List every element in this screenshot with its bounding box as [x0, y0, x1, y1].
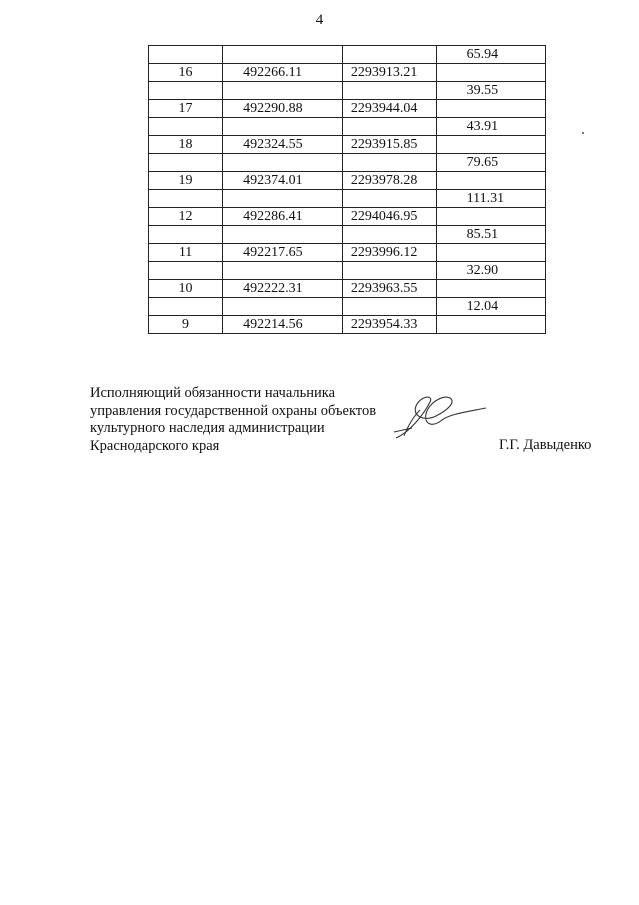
x-coordinate-cell: [223, 298, 343, 316]
y-coordinate-cell: 2293915.85: [342, 136, 436, 154]
distance-cell: 65.94: [436, 46, 545, 64]
handwritten-signature: [390, 392, 490, 442]
table-row: [149, 64, 546, 82]
point-number-cell: 17: [149, 100, 223, 118]
distance-cell: 43.91: [436, 118, 545, 136]
distance-cell: [436, 64, 545, 82]
x-coordinate-cell: 492214.56: [223, 316, 343, 334]
point-number-cell: 16: [149, 64, 223, 82]
distance-cell: 39.55: [436, 82, 545, 100]
x-coordinate-cell: 492266.11: [223, 64, 343, 82]
table-row: [149, 46, 546, 64]
distance-cell: 32.90: [436, 262, 545, 280]
signature-title-block: [90, 385, 376, 455]
title-line-4: Краснодарского края: [90, 437, 220, 454]
table-row: [149, 190, 546, 208]
distance-cell: [436, 244, 545, 262]
point-number-cell: [149, 226, 223, 244]
point-number-cell: 10: [149, 280, 223, 298]
coordinates-table: [148, 45, 546, 334]
point-number-cell: 19: [149, 172, 223, 190]
y-coordinate-cell: [342, 154, 436, 172]
table-row: [149, 172, 546, 190]
table-row: [149, 154, 546, 172]
x-coordinate-cell: [223, 262, 343, 280]
table-row: [149, 262, 546, 280]
table-row: [149, 118, 546, 136]
scan-speck: [582, 132, 584, 134]
x-coordinate-cell: 492374.01: [223, 172, 343, 190]
y-coordinate-cell: [342, 298, 436, 316]
distance-cell: 85.51: [436, 226, 545, 244]
point-number-cell: [149, 82, 223, 100]
table-row: [149, 100, 546, 118]
title-line-1: Исполняющий обязанности начальника: [90, 385, 336, 401]
x-coordinate-cell: [223, 226, 343, 244]
point-number-cell: 9: [149, 316, 223, 334]
y-coordinate-cell: [342, 226, 436, 244]
y-coordinate-cell: 2293978.28: [342, 172, 436, 190]
x-coordinate-cell: 492286.41: [223, 208, 343, 226]
distance-cell: 12.04: [436, 298, 545, 316]
y-coordinate-cell: 2294046.95: [342, 208, 436, 226]
table-row: [149, 280, 546, 298]
x-coordinate-cell: 492222.31: [223, 280, 343, 298]
x-coordinate-cell: 492217.65: [223, 244, 343, 262]
point-number-cell: [149, 262, 223, 280]
x-coordinate-cell: [223, 190, 343, 208]
distance-cell: 111.31: [436, 190, 545, 208]
x-coordinate-cell: [223, 46, 343, 64]
table-row: [149, 226, 546, 244]
y-coordinate-cell: [342, 262, 436, 280]
page-number: 4: [315, 12, 324, 28]
title-line-3: культурного наследия администрации: [90, 420, 325, 436]
y-coordinate-cell: 2293963.55: [342, 280, 436, 298]
x-coordinate-cell: 492324.55: [223, 136, 343, 154]
point-number-cell: [149, 46, 223, 64]
y-coordinate-cell: [342, 46, 436, 64]
distance-cell: [436, 316, 545, 334]
y-coordinate-cell: [342, 82, 436, 100]
y-coordinate-cell: [342, 190, 436, 208]
distance-cell: [436, 280, 545, 298]
table-row: [149, 316, 546, 334]
signer-name: Г.Г. Давыденко: [499, 437, 592, 453]
y-coordinate-cell: 2293954.33: [342, 316, 436, 334]
point-number-cell: [149, 190, 223, 208]
distance-cell: [436, 100, 545, 118]
table-body: [149, 46, 546, 334]
distance-cell: [436, 208, 545, 226]
y-coordinate-cell: 2293913.21: [342, 64, 436, 82]
y-coordinate-cell: 2293944.04: [342, 100, 436, 118]
table-row: [149, 208, 546, 226]
table-row: [149, 82, 546, 100]
point-number-cell: 18: [149, 136, 223, 154]
distance-cell: 79.65: [436, 154, 545, 172]
x-coordinate-cell: [223, 154, 343, 172]
point-number-cell: 12: [149, 208, 223, 226]
y-coordinate-cell: [342, 118, 436, 136]
point-number-cell: [149, 298, 223, 316]
x-coordinate-cell: 492290.88: [223, 100, 343, 118]
table-row: [149, 298, 546, 316]
x-coordinate-cell: [223, 82, 343, 100]
point-number-cell: 11: [149, 244, 223, 262]
table-row: [149, 136, 546, 154]
point-number-cell: [149, 154, 223, 172]
point-number-cell: [149, 118, 223, 136]
y-coordinate-cell: 2293996.12: [342, 244, 436, 262]
table-row: [149, 244, 546, 262]
distance-cell: [436, 172, 545, 190]
x-coordinate-cell: [223, 118, 343, 136]
title-line-2: управления государственной охраны объектов: [90, 402, 377, 419]
distance-cell: [436, 136, 545, 154]
